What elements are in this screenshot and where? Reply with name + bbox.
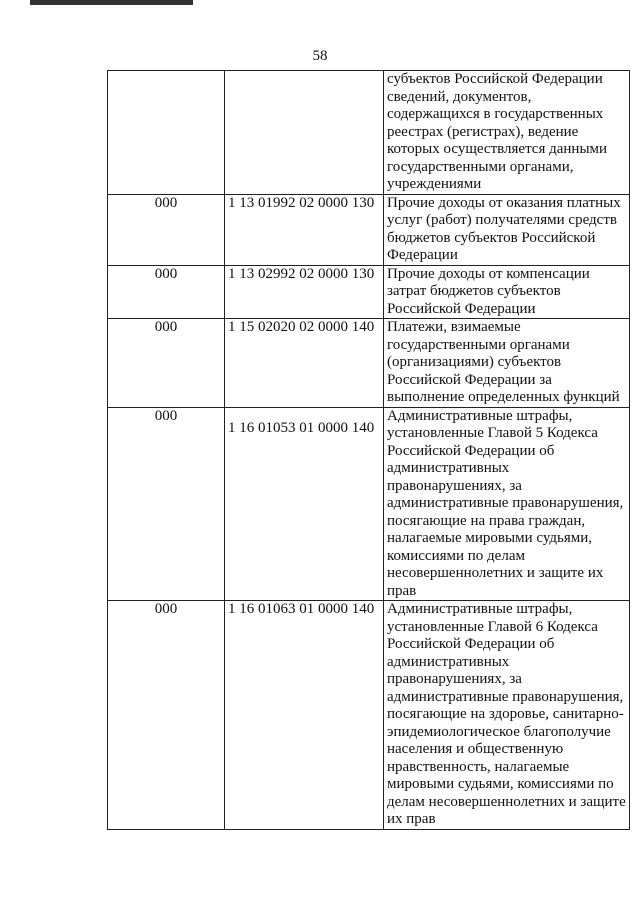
admin-code-cell xyxy=(108,71,225,195)
kbk-code-cell: 1 13 02992 02 0000 130 xyxy=(225,265,384,319)
kbk-code-cell xyxy=(225,71,384,195)
revenue-classification-table xyxy=(107,70,630,830)
admin-code-cell: 000 xyxy=(108,265,225,319)
kbk-code-cell: 1 16 01053 01 0000 140 xyxy=(225,407,384,601)
admin-code-cell: 000 xyxy=(108,319,225,408)
admin-code-cell: 000 xyxy=(108,194,225,265)
table-row xyxy=(108,265,630,319)
page-number: 58 xyxy=(312,48,328,64)
admin-code-cell: 000 xyxy=(108,407,225,601)
table-row xyxy=(108,407,630,601)
kbk-code-cell: 1 13 01992 02 0000 130 xyxy=(225,194,384,265)
kbk-code-cell: 1 15 02020 02 0000 140 xyxy=(225,319,384,408)
revenue-name-cell: Прочие доходы от компенсации затрат бюджетов субъектов Российской Федерации xyxy=(384,265,630,319)
table-row xyxy=(108,194,630,265)
kbk-code-cell: 1 16 01063 01 0000 140 xyxy=(225,601,384,830)
revenue-name-cell: Прочие доходы от оказания платных услуг (работ) получателями средств бюджетов субъектов Российской Федерации xyxy=(384,194,630,265)
revenue-name-cell: субъектов Российской Федерации сведений, документов, содержащихся в государственных реестрах (регистрах), ведение которых осуществляется данными государственными органами, учреждениями xyxy=(384,71,630,195)
table-row xyxy=(108,601,630,830)
top-edge-mark xyxy=(30,0,193,5)
table-row xyxy=(108,319,630,408)
revenue-name-cell: Платежи, взимаемые государственными органами (организациями) субъектов Российской Федерации за выполнение определенных функций xyxy=(384,319,630,408)
revenue-name-cell: Административные штрафы, установленные Главой 5 Кодекса Российской Федерации об административных правонарушениях, за административные правонарушения, посягающие на права граждан, налагаемые мировыми судьями, комиссиями по делам несовершеннолетних и защите их прав xyxy=(384,407,630,601)
table-row xyxy=(108,71,630,195)
table-body xyxy=(108,71,630,830)
revenue-name-cell: Административные штрафы, установленные Главой 6 Кодекса Российской Федерации об административных правонарушениях, за административные правонарушения, посягающие на здоровье, санитарно-эпидемиологическое благополучие населения и общественную нравственность, налагаемые мировыми судьями, комиссиями по делам несовершеннолетних и защите их прав xyxy=(384,601,630,830)
admin-code-cell: 000 xyxy=(108,601,225,830)
